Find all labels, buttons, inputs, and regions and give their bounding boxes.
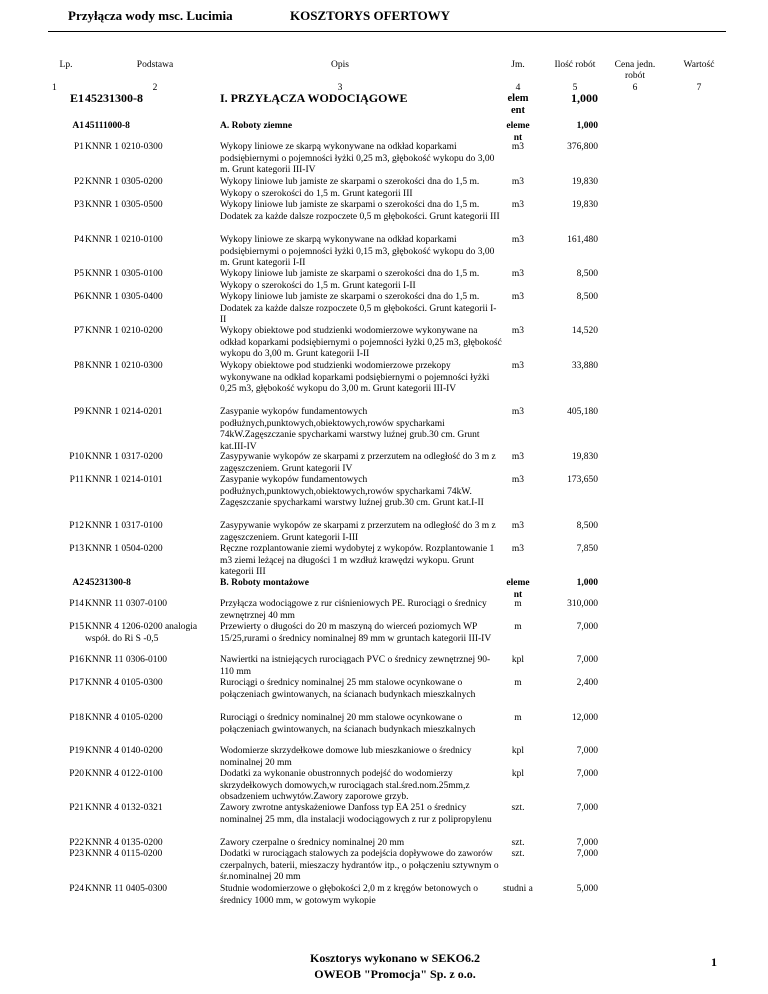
table-row xyxy=(48,803,726,838)
col-number-7: 7 xyxy=(696,83,702,93)
row-podstawa: KNNR 4 1206-0200 analogia współ. do Ri S -0,5 xyxy=(85,622,198,644)
row-ilosc: 7,000 xyxy=(576,769,598,779)
row-podstawa: KNNR 1 0210-0300 xyxy=(85,361,163,371)
row-lp: P20 xyxy=(69,769,84,779)
row-ilosc: 8,500 xyxy=(576,292,598,302)
row-jm: m3 xyxy=(511,177,525,187)
row-ilosc: 1,000 xyxy=(576,121,598,131)
row-lp: A2 xyxy=(72,578,84,588)
row-opis: Zawory czerpalne o średnicy nominalnej 20 mm xyxy=(220,838,405,848)
row-ilosc: 7,000 xyxy=(576,622,598,632)
report-title: KOSZTORYS OFERTOWY xyxy=(290,8,451,23)
row-podstawa: KNNR 4 0135-0200 xyxy=(85,838,163,848)
row-podstawa: KNNR 1 0214-0101 xyxy=(85,475,163,485)
table-row xyxy=(48,200,726,235)
row-opis: Nawiertki na istniejących rurociągach PVC o średnicy zewnętrznej 90-110 mm xyxy=(220,655,491,677)
row-lp: P17 xyxy=(69,678,84,688)
table-row xyxy=(48,599,726,622)
row-opis: Wykopy liniowe lub jamiste ze skarpami o szerokości dna do 1,5 m. Dodatek za każde dalsze rozpoczete 0,5 m głębokości. Grunt kategorii I-II xyxy=(220,292,497,326)
row-ilosc: 8,500 xyxy=(576,269,598,279)
row-jm: m3 xyxy=(511,292,525,302)
row-podstawa: KNNR 4 0132-0321 xyxy=(85,803,163,813)
row-lp: P8 xyxy=(73,361,84,371)
row-ilosc: 2,400 xyxy=(576,678,598,688)
row-jm: eleme nt xyxy=(506,578,530,600)
row-ilosc: 7,850 xyxy=(576,544,598,554)
row-jm: m3 xyxy=(511,475,525,485)
col-jm-header: Jm. xyxy=(511,60,525,70)
row-jm: kpl xyxy=(511,769,525,779)
table-row xyxy=(48,678,726,713)
row-opis: Wykopy liniowe lub jamiste ze skarpami o szerokości dna do 1,5 m. Wykopy o szerokości do 1,5 m. Grunt kategorii I-II xyxy=(220,269,480,291)
row-lp: P14 xyxy=(69,599,84,609)
row-jm: szt. xyxy=(511,803,525,813)
row-opis: Wykopy liniowe lub jamiste ze skarpami o szerokości dna do 1,5 m. Wykopy o szerokości do 1,5 m. Grunt kategorii III xyxy=(220,177,480,199)
row-jm: m3 xyxy=(511,521,525,531)
row-podstawa: KNNR 4 0122-0100 xyxy=(85,769,163,779)
row-jm: m3 xyxy=(511,326,525,336)
row-opis: Studnie wodomierzowe o głębokości 2,0 m z kręgów betonowych o średnicy 1000 mm, w gotowym wykopie xyxy=(220,884,479,906)
row-lp: P12 xyxy=(69,521,84,531)
table-row xyxy=(48,746,726,769)
row-opis: Wodomierze skrzydełkowe domowe lub mieszkaniowe o średnicy nominalnej 20 mm xyxy=(220,746,472,768)
page-footer xyxy=(290,950,500,982)
row-opis: Zasypanie wykopów fundamentowych podłużnych,punktowych,obiektowych,rowów spycharkami 74kW.Zagęszczanie spycharkami warstwy luźnej grub.30 cm. Grunt kat.III-IV xyxy=(220,407,480,452)
table-row xyxy=(48,713,726,748)
row-lp: P9 xyxy=(73,407,84,417)
row-lp: P4 xyxy=(73,235,84,245)
row-lp: P11 xyxy=(69,475,84,485)
row-jm: m3 xyxy=(511,142,525,152)
row-lp: P18 xyxy=(69,713,84,723)
row-ilosc: 14,520 xyxy=(571,326,598,336)
row-jm: m xyxy=(514,599,522,609)
row-lp: P1 xyxy=(73,142,84,152)
row-ilosc: 161,480 xyxy=(567,235,598,245)
row-lp: P13 xyxy=(69,544,84,554)
row-opis: Przewierty o długości do 20 m maszyną do wierceń poziomych WP 15/25,rurami o średnicy nominalnej 89 mm w gruntach kategorii III-IV xyxy=(220,622,492,644)
row-podstawa: KNNR 4 0105-0200 xyxy=(85,713,163,723)
row-podstawa: KNNR 11 0306-0100 xyxy=(85,655,167,665)
row-ilosc: 310,000 xyxy=(567,599,598,609)
row-lp: P16 xyxy=(69,655,84,665)
row-ilosc: 19,830 xyxy=(571,200,598,210)
table-row xyxy=(48,142,726,177)
row-ilosc: 376,800 xyxy=(567,142,598,152)
table-row xyxy=(48,884,726,907)
table-row xyxy=(48,177,726,200)
table-row xyxy=(48,578,726,601)
table-row xyxy=(48,849,726,884)
row-lp: P21 xyxy=(69,803,84,813)
row-podstawa: KNNR 4 0140-0200 xyxy=(85,746,163,756)
row-lp: P19 xyxy=(69,746,84,756)
row-ilosc: 7,000 xyxy=(576,746,598,756)
row-ilosc: 405,180 xyxy=(567,407,598,417)
row-podstawa: KNNR 1 0305-0500 xyxy=(85,200,163,210)
row-ilosc: 7,000 xyxy=(576,803,598,813)
row-opis: A. Roboty ziemne xyxy=(220,121,293,131)
col-lp-header: Lp. xyxy=(59,60,73,70)
row-opis: Dodatki w rurociągach stalowych za podejścia dopływowe do zaworów czerpalnych, baterii, mieszaczy hydrantów itp., o połączeniu sztywnym o śr.nominalnej 20 mm xyxy=(220,849,499,883)
table-row xyxy=(48,622,726,657)
col-cena-header: Cena jedn. robót xyxy=(614,60,656,81)
row-jm: m3 xyxy=(511,452,525,462)
table-row xyxy=(48,769,726,804)
row-ilosc: 33,880 xyxy=(571,361,598,371)
row-lp: P15 xyxy=(69,622,84,632)
row-podstawa: KNNR 11 0405-0300 xyxy=(85,884,167,894)
row-jm: kpl xyxy=(511,655,525,665)
table-row xyxy=(48,235,726,270)
row-ilosc: 19,830 xyxy=(571,177,598,187)
row-podstawa: KNNR 11 0307-0100 xyxy=(85,599,167,609)
row-opis: Zasypanie wykopów fundamentowych podłużnych,punktowych,obiektowych,rowów spycharkami 74kW. Zagęszczanie spycharkami warstwy luźnej grub.30 cm. Grunt kat.I-II xyxy=(220,475,484,509)
table-row xyxy=(48,475,726,521)
row-lp: P3 xyxy=(73,200,84,210)
row-opis: Zasypywanie wykopów ze skarpami z przerzutem na odległość do 3 m z zagęszczeniem. Grunt kategorii I-III xyxy=(220,521,496,543)
row-jm: m3 xyxy=(511,544,525,554)
header-top-rule xyxy=(48,31,726,32)
col-number-2: 2 xyxy=(152,83,158,93)
table-row xyxy=(48,269,726,292)
table-row xyxy=(48,121,726,144)
col-wartosc-header: Wartość xyxy=(683,60,715,70)
col-opis-header: Opis xyxy=(331,60,349,70)
row-ilosc: 19,830 xyxy=(571,452,598,462)
row-jm: m xyxy=(514,678,522,688)
row-podstawa: KNNR 1 0504-0200 xyxy=(85,544,163,554)
col-number-5: 5 xyxy=(572,83,578,93)
row-ilosc: 7,000 xyxy=(576,838,598,848)
row-jm: elem ent xyxy=(507,93,529,116)
row-jm: m3 xyxy=(511,361,525,371)
table-row xyxy=(48,838,726,850)
row-podstawa: KNNR 1 0305-0200 xyxy=(85,177,163,187)
table-row xyxy=(48,93,726,116)
row-ilosc: 1,000 xyxy=(576,578,598,588)
row-opis: B. Roboty montażowe xyxy=(220,578,309,588)
row-lp: P23 xyxy=(69,849,84,859)
document-title: Przyłącza wody msc. Lucimia xyxy=(68,8,233,23)
row-podstawa: KNNR 4 0115-0200 xyxy=(85,849,163,859)
row-podstawa: 45111000-8 xyxy=(85,121,130,131)
row-opis: Rurociągi o średnicy nominalnej 25 mm stalowe ocynkowane o połączeniach gwintowanych, na ścianach budynkach mieszkalnych xyxy=(220,678,476,700)
row-opis: Przyłącza wodociągowe z rur ciśnieniowych PE. Rurociągi o średnicy zewnętrznej 40 mm xyxy=(220,599,487,621)
row-lp: P2 xyxy=(73,177,84,187)
row-podstawa: KNNR 1 0305-0100 xyxy=(85,269,163,279)
table-row xyxy=(48,361,726,407)
row-lp: P6 xyxy=(73,292,84,302)
row-ilosc: 5,000 xyxy=(576,884,598,894)
row-jm: studni a xyxy=(503,884,533,894)
row-opis: Zawory zwrotne antyskażeniowe Danfoss typ EA 251 o średnicy nominalnej 25 mm, dla instalacji wodociągowych z rur z polipropylenu xyxy=(220,803,492,825)
row-lp: E1 xyxy=(69,91,84,105)
row-jm: szt. xyxy=(511,849,525,859)
footer-software-line: Kosztorys wykonano w SEKO6.2 xyxy=(309,951,481,965)
row-podstawa: KNNR 1 0210-0100 xyxy=(85,235,163,245)
row-jm: m3 xyxy=(511,235,525,245)
table-row xyxy=(48,521,726,544)
col-ilosc-header: Ilość robót xyxy=(554,60,596,70)
col-podstawa-header: Podstawa xyxy=(136,60,174,70)
row-opis: Ręczne rozplantowanie ziemi wydobytej z wykopów. Rozplantowanie 1 m3 ziemi leżącej na długości 1 m wzdłuż krawędzi wykopu. Grunt kategorii III xyxy=(220,544,495,578)
col-number-4: 4 xyxy=(515,83,521,93)
row-opis: Zasypywanie wykopów ze skarpami z przerzutem na odległość do 3 m z zagęszczeniem. Grunt kategorii IV xyxy=(220,452,496,474)
row-lp: P10 xyxy=(69,452,84,462)
row-jm: m xyxy=(514,622,522,632)
page-number: 1 xyxy=(711,955,717,969)
row-ilosc: 173,650 xyxy=(567,475,598,485)
row-podstawa: KNNR 1 0214-0201 xyxy=(85,407,163,417)
row-opis: Rurociągi o średnicy nominalnej 20 mm stalowe ocynkowane o połączeniach gwintowanych, na ścianach budynkach mieszkalnych xyxy=(220,713,476,735)
table-row xyxy=(48,655,726,678)
row-opis: Wykopy obiektowe pod studzienki wodomierzowe przekopy wykonywane na odkład koparkami podsiębiernymi o pojemności łyżki 0,25 m3, głębokość wykopu do 3,00 m. Grunt kategorii III-IV xyxy=(220,361,490,395)
row-ilosc: 1,000 xyxy=(571,91,598,105)
table-row xyxy=(48,407,726,453)
row-ilosc: 7,000 xyxy=(576,655,598,665)
row-jm: m3 xyxy=(511,269,525,279)
row-jm: szt. xyxy=(511,838,525,848)
row-opis: Wykopy liniowe ze skarpą wykonywane na odkład koparkami podsiębiernymi o pojemności łyżki 0,15 m3, głębokość wykopu do 3,00 m. Grunt kategorii I-II xyxy=(220,235,495,269)
row-podstawa: 45231300-8 xyxy=(85,91,143,105)
table-row xyxy=(48,544,726,579)
row-jm: m3 xyxy=(511,200,525,210)
row-opis: I. PRZYŁĄCZA WODOCIĄGOWE xyxy=(220,91,408,105)
col-number-6: 6 xyxy=(632,83,638,93)
row-jm: eleme nt xyxy=(506,121,530,143)
row-jm: kpl xyxy=(511,746,525,756)
row-podstawa: KNNR 1 0210-0300 xyxy=(85,142,163,152)
row-lp: P24 xyxy=(69,884,84,894)
row-lp: P7 xyxy=(73,326,84,336)
table-row xyxy=(48,326,726,361)
row-jm: m xyxy=(514,713,522,723)
row-podstawa: KNNR 1 0317-0200 xyxy=(85,452,163,462)
row-opis: Wykopy liniowe lub jamiste ze skarpami o szerokości dna do 1,5 m. Dodatek za każde dalsze rozpoczete 0,5 m głębokości. Grunt kategorii III xyxy=(220,200,500,222)
row-podstawa: KNNR 1 0305-0400 xyxy=(85,292,163,302)
row-podstawa: KNNR 1 0317-0100 xyxy=(85,521,163,531)
row-opis: Wykopy obiektowe pod studzienki wodomierzowe wykonywane na odkład koparkami podsiębiernymi o pojemności łyżki 0,25 m3, głębokość wykopu do 3,00 m. Grunt kategorii I-II xyxy=(220,326,502,360)
col-number-1: 1 xyxy=(52,83,57,93)
row-podstawa: 45231300-8 xyxy=(85,578,131,588)
row-ilosc: 12,000 xyxy=(571,713,598,723)
row-lp: A1 xyxy=(72,121,84,131)
footer-publisher-line: OWEOB "Promocja" Sp. z o.o. xyxy=(314,967,476,981)
row-podstawa: KNNR 4 0105-0300 xyxy=(85,678,163,688)
table-row xyxy=(48,292,726,327)
row-ilosc: 7,000 xyxy=(576,849,598,859)
row-ilosc: 8,500 xyxy=(576,521,598,531)
row-lp: P22 xyxy=(69,838,84,848)
row-opis: Wykopy liniowe ze skarpą wykonywane na odkład koparkami podsiębiernymi o pojemności łyżki 0,25 m3, głębokość wykopu do 3,00 m. Grunt kategorii III-IV xyxy=(220,142,495,176)
table-row xyxy=(48,452,726,475)
col-number-3: 3 xyxy=(337,83,343,93)
row-podstawa: KNNR 1 0210-0200 xyxy=(85,326,163,336)
row-lp: P5 xyxy=(73,269,84,279)
row-jm: m3 xyxy=(511,407,525,417)
row-opis: Dodatki za wykonanie obustronnych podejść do wodomierzy skrzydełkowych domowych,w rurociągach stal.śred.nom.25mm,z obsadzeniem uchwytów.Zawory zaporowe grzyb. xyxy=(220,769,470,803)
